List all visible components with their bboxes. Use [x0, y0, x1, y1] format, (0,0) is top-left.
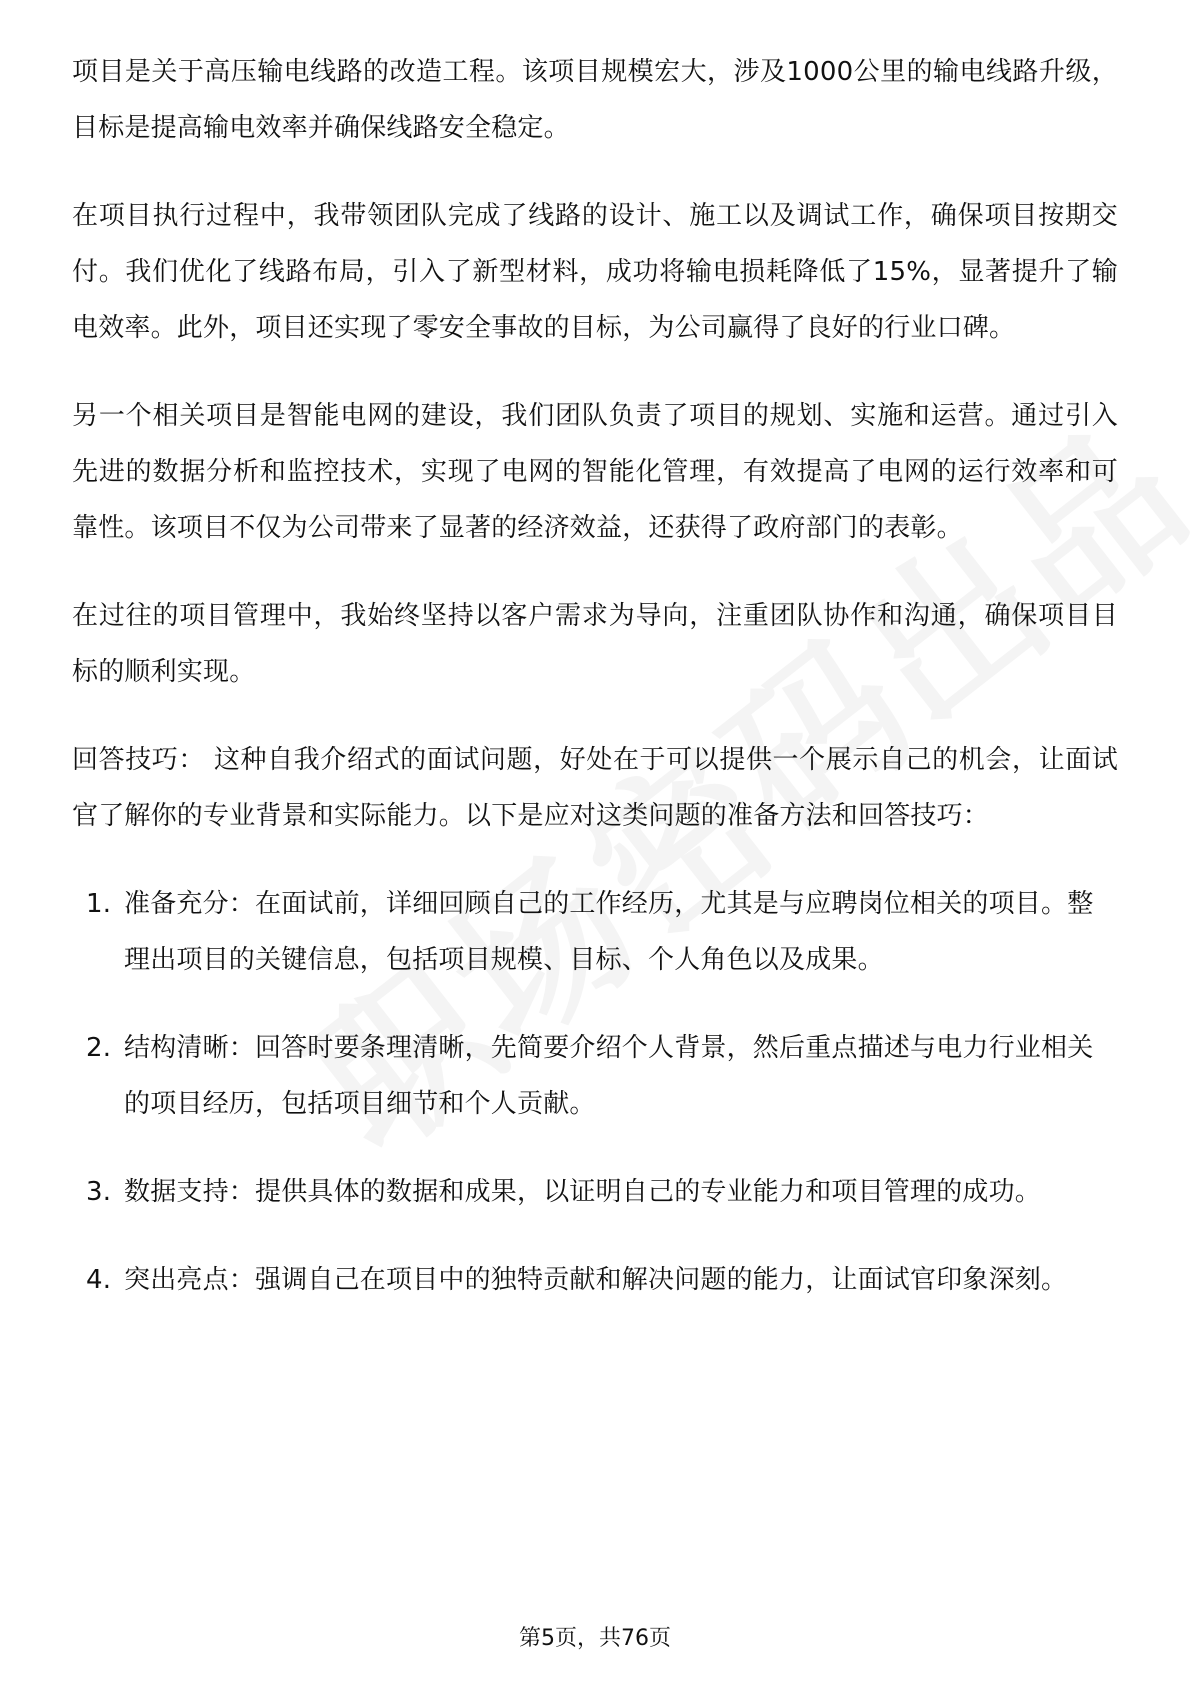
paragraph-project-overview: 项目是关于高压输电线路的改造工程。该项目规模宏大，涉及1000公里的输电线路升级，目标是提高输电效率并确保线路安全稳定。 [72, 57, 1118, 143]
list-item [72, 1252, 1118, 1308]
list-item-text: 准备充分：在面试前，详细回顾自己的工作经历，尤其是与应聘岗位相关的项目。整理出项目的关键信息，包括项目规模、目标、个人角色以及成果。 [124, 889, 1094, 975]
list-number: 3. [86, 1177, 112, 1207]
list-item-text: 数据支持：提供具体的数据和成果，以证明自己的专业能力和项目管理的成功。 [124, 1177, 1042, 1207]
page-number: 第5页，共76页 [519, 1626, 671, 1651]
list-item [72, 1164, 1118, 1220]
paragraph-management-approach: 在过往的项目管理中，我始终坚持以客户需求为导向，注重团队协作和沟通，确保项目目标的顺利实现。 [72, 601, 1118, 687]
list-item-text: 突出亮点：强调自己在项目中的独特贡献和解决问题的能力，让面试官印象深刻。 [124, 1265, 1068, 1295]
document-body [72, 44, 1118, 1340]
paragraph-project-execution: 在项目执行过程中，我带领团队完成了线路的设计、施工以及调试工作，确保项目按期交付。我们优化了线路布局，引入了新型材料，成功将输电损耗降低了15%，显著提升了输电效率。此外，项目还实现了零安全事故的目标，为公司赢得了良好的行业口碑。 [72, 201, 1118, 343]
list-item-text: 结构清晰：回答时要条理清晰，先简要介绍个人背景，然后重点描述与电力行业相关的项目经历，包括项目细节和个人贡献。 [124, 1033, 1094, 1119]
list-item [72, 876, 1118, 988]
list-number: 4. [86, 1265, 112, 1295]
list-number: 1. [86, 889, 112, 919]
paragraph-answer-tips: 回答技巧： 这种自我介绍式的面试问题，好处在于可以提供一个展示自己的机会，让面试官了解你的专业背景和实际能力。以下是应对这类问题的准备方法和回答技巧： [72, 745, 1118, 831]
paragraph-smart-grid: 另一个相关项目是智能电网的建设，我们团队负责了项目的规划、实施和运营。通过引入先进的数据分析和监控技术，实现了电网的智能化管理，有效提高了电网的运行效率和可靠性。该项目不仅为公司带来了显著的经济效益，还获得了政府部门的表彰。 [72, 401, 1118, 543]
tips-list [72, 876, 1118, 1308]
list-item [72, 1020, 1118, 1132]
list-number: 2. [86, 1033, 112, 1063]
